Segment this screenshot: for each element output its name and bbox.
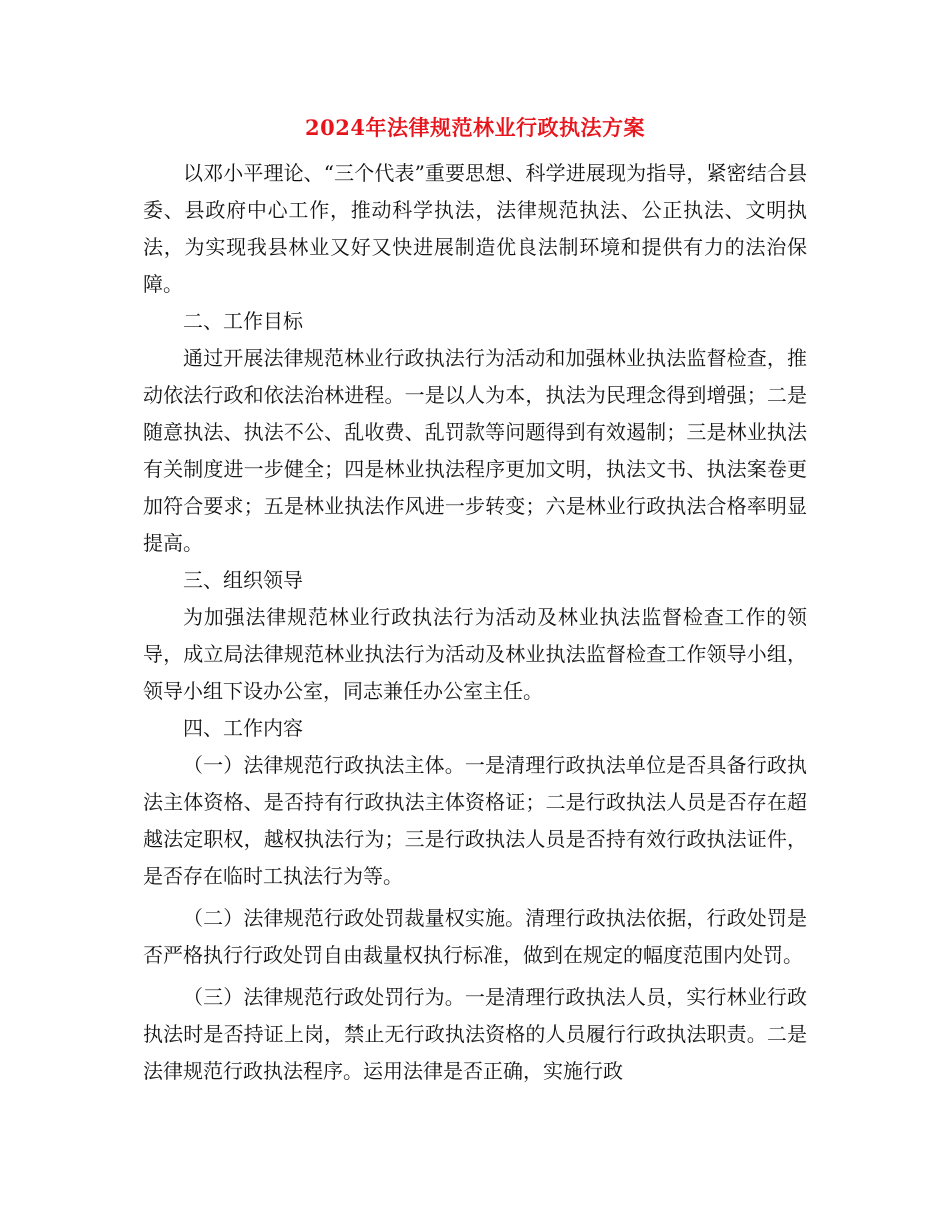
content-item-3: （三）法律规范行政处罚行为。一是清理行政执法人员，实行林业行政执法时是否持证上岗，禁止无行政执法资格的人员履行行政执法职责。二是法律规范行政执法程序。运用法律是否正确，实施行政 [143, 985, 807, 1083]
content-item-2: （二）法律规范行政处罚裁量权实施。清理行政执法依据，行政处罚是否严格执行行政处罚自由裁量权执行标准，做到在规定的幅度范围内处罚。 [143, 906, 807, 967]
intro-paragraph: 以邓小平理论、“三个代表”重要思想、科学进展现为指导，紧密结合县委、县政府中心工作，推动科学执法，法律规范执法、公正执法、文明执法，为实现我县林业又好又快进展制造优良法制环境和提供有力的法治保障。 [143, 161, 807, 296]
document-title: 2024年法律规范林业行政执法方案 [305, 115, 645, 140]
section-heading-organization: 三、组织领导 [183, 568, 303, 592]
content-item-1: （一）法律规范行政执法主体。一是清理行政执法单位是否具备行政执法主体资格、是否持有行政执法主体资格证；二是行政执法人员是否存在超越法定职权，越权执法行为；三是行政执法人员是否持有效行政执法证件，是否存在临时工执法行为等。 [143, 753, 807, 888]
document-body [143, 155, 807, 1090]
goals-paragraph: 通过开展法律规范林业行政执法行为活动和加强林业执法监督检查，推动依法行政和依法治林进程。一是以人为本，执法为民理念得到增强；二是随意执法、执法不公、乱收费、乱罚款等问题得到有效遏制；三是林业执法有关制度进一步健全；四是林业执法程序更加文明，执法文书、执法案卷更加符合要求；五是林业执法作风进一步转变；六是林业行政执法合格率明显提高。 [143, 346, 807, 555]
section-heading-goals: 二、工作目标 [183, 309, 303, 333]
organization-paragraph: 为加强法律规范林业行政执法行为活动及林业执法监督检查工作的领导，成立局法律规范林业执法行为活动及林业执法监督检查工作领导小组，领导小组下设办公室，同志兼任办公室主任。 [143, 605, 807, 703]
section-heading-content: 四、工作内容 [183, 716, 303, 740]
